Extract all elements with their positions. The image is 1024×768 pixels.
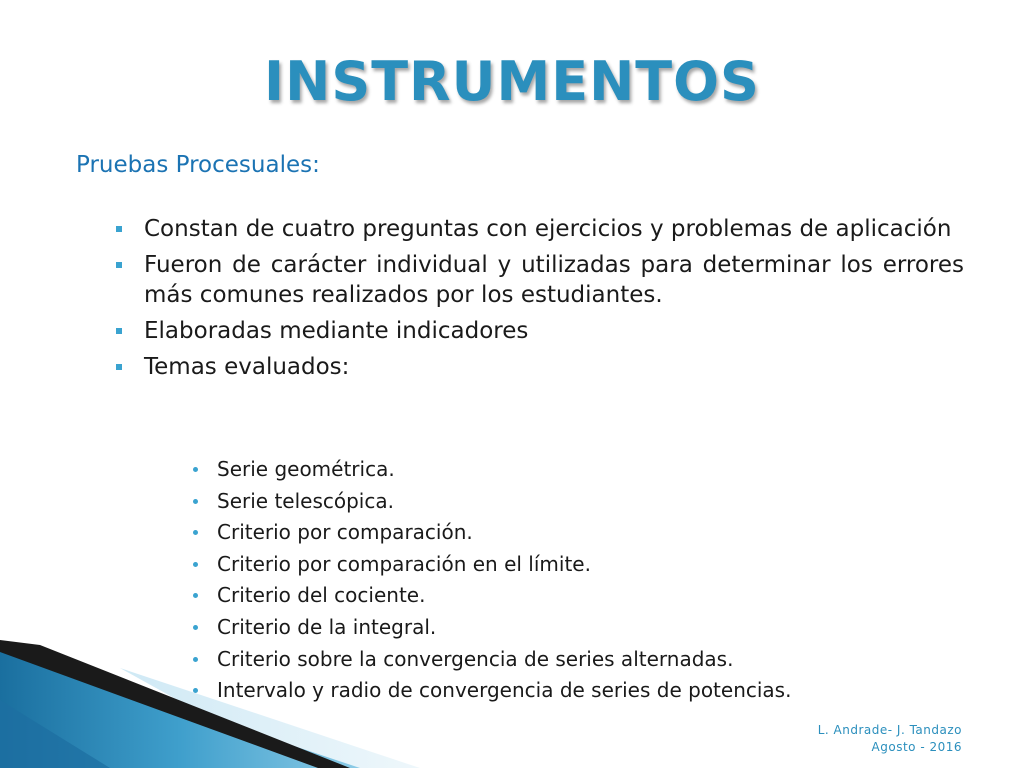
sub-bullet-text: Serie geométrica. xyxy=(217,457,395,481)
sub-bullet-text: Criterio del cociente. xyxy=(217,583,426,608)
bullet-item xyxy=(116,352,964,382)
bullet-text: Fueron de carácter individual y utilizadas para determinar los errores más comunes realizados por los estudiantes. xyxy=(144,252,964,308)
dot-bullet-icon xyxy=(193,467,198,472)
square-bullet-icon xyxy=(116,364,122,370)
sub-bullet-item xyxy=(190,612,791,644)
dot-bullet-icon xyxy=(193,499,198,504)
sub-bullet-text: Intervalo y radio de convergencia de series de potencias. xyxy=(217,678,792,703)
square-bullet-icon xyxy=(116,262,122,268)
sub-bullet-item xyxy=(190,486,791,518)
bullet-text: Constan de cuatro preguntas con ejercicios y problemas de aplicación xyxy=(144,216,952,242)
square-bullet-icon xyxy=(116,226,122,232)
footer-date: Agosto - 2016 xyxy=(871,740,962,754)
sub-bullet-list xyxy=(190,454,791,707)
dot-bullet-icon xyxy=(193,593,198,598)
bullet-text: Elaboradas mediante indicadores xyxy=(144,318,529,344)
dot-bullet-icon xyxy=(193,688,198,693)
sub-bullet-item xyxy=(190,454,791,486)
sub-bullet-text: Criterio sobre la convergencia de series alternadas. xyxy=(217,646,734,671)
bullet-list xyxy=(116,214,964,388)
sub-bullet-item xyxy=(190,549,791,581)
sub-bullet-text: Criterio por comparación. xyxy=(217,520,473,545)
dot-bullet-icon xyxy=(193,562,198,567)
sub-bullet-item xyxy=(190,675,791,707)
footer-authors: L. Andrade- J. Tandazo xyxy=(817,723,962,737)
bullet-text: Temas evaluados: xyxy=(144,354,350,380)
bullet-item xyxy=(116,214,964,244)
bullet-item xyxy=(116,250,964,310)
sub-bullet-text: Criterio por comparación en el límite. xyxy=(217,551,591,576)
bullet-item xyxy=(116,316,964,346)
slide-footer xyxy=(818,722,962,756)
dot-bullet-icon xyxy=(193,625,198,630)
sub-bullet-item xyxy=(190,517,791,549)
slide-title: INSTRUMENTOS xyxy=(264,50,760,113)
sub-bullet-item xyxy=(190,644,791,676)
dot-bullet-icon xyxy=(193,530,198,535)
section-subtitle: Pruebas Procesuales: xyxy=(76,152,320,178)
square-bullet-icon xyxy=(116,328,122,334)
sub-bullet-text: Criterio de la integral. xyxy=(217,614,437,639)
sub-bullet-item xyxy=(190,580,791,612)
dot-bullet-icon xyxy=(193,657,198,662)
sub-bullet-text: Serie telescópica. xyxy=(217,488,394,513)
